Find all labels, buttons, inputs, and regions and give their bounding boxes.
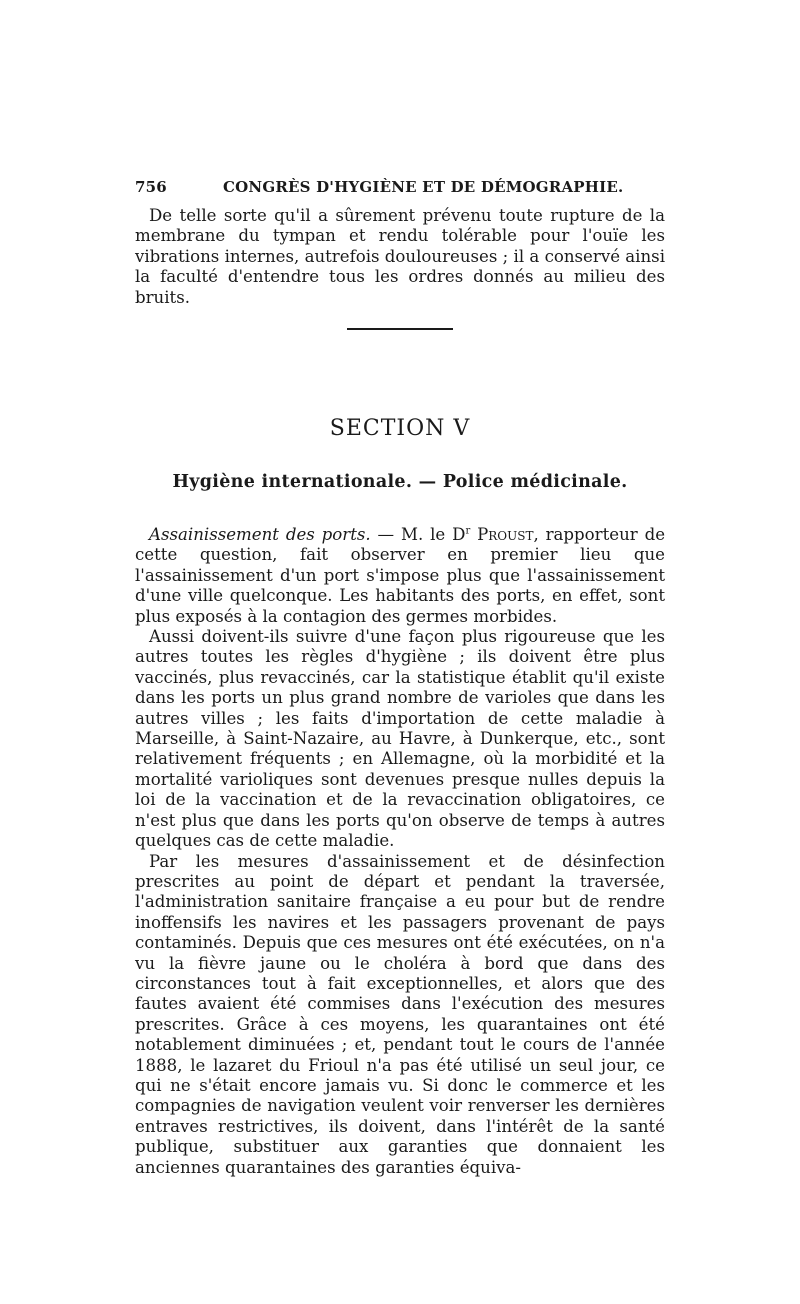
- paragraph-2: Aussi doivent-ils suivre d'une façon plus rigoureuse que les autres toutes les règles d'hygiène ; ils doivent être plus vaccinés, plus revaccinés, car la statistique établit qu'il existe dans les ports un plus grand nombre de varioles que dans les autres villes ; les faits d'importation de cette maladie à Marseille, à Saint-Nazaire, au Havre, à Dunkerque, etc., sont relativement fréquents ; en Allemagne, où la morbidité et la mortalité varioliques sont devenues presque nulles depuis la loi de la vaccination et de la revaccination obligatoires, ce n'est plus que dans les ports qu'on observe de temps à autres quelques cas de cette maladie.: [135, 627, 665, 851]
- dr-superscript: r: [465, 525, 471, 537]
- paragraph-3: Par les mesures d'assainissement et de désinfection prescrites au point de départ et pendant la traversée, l'administration sanitaire française a eu pour but de rendre inoffensifs les navires et les passagers provenant de pays contaminés. Depuis que ces mesures ont été exécutées, on n'a vu la fièvre jaune ou le choléra à bord que dans des circonstances tout à fait exceptionnelles, et alors que des fautes avaient été commises dans l'exécution des mesures prescrites. Grâce à ces moyens, les quarantaines ont été notablement diminuées ; et, pendant tout le cours de l'année 1888, le lazaret du Frioul n'a pas été utilisé un seul jour, ce qui ne s'était encore jamais vu. Si donc le commerce et les compagnies de navigation veulent voir renverser les dernières entraves restrictives, ils doivent, dans l'intérêt de la santé publique, substituer aux garanties que donnaient les anciennes quarantaines des garanties équiva-: [135, 851, 665, 1177]
- section-divider: [347, 328, 453, 330]
- lead-dash: — M. le D: [370, 525, 466, 544]
- paragraph-1-rest: , rapporteur de cette question, fait observer en premier lieu que l'assainissement d'un port s'impose plus que l'assainissement d'une ville quelconque. Les habitants des ports, en effet, sont plus exposés à la contagion des germes morbides.: [135, 525, 666, 626]
- page-number: 756: [135, 178, 167, 196]
- paragraph-1: [135, 525, 665, 627]
- lead-title: Assainissement des ports.: [149, 525, 371, 544]
- document-page: [135, 0, 665, 1304]
- section-title: SECTION V: [329, 416, 471, 441]
- intro-paragraph: De telle sorte qu'il a sûrement prévenu toute rupture de la membrane du tympan et rendu tolérable pour l'ouïe les vibrations internes, autrefois douloureuses ; il a conservé ainsi la faculté d'entendre tous les ordres donnés au milieu des bruits.: [135, 206, 665, 307]
- author-name: Proust: [470, 525, 534, 544]
- intro-block: [135, 206, 665, 308]
- running-title: CONGRÈS D'HYGIÈNE ET DE DÉMOGRAPHIE.: [223, 178, 624, 196]
- body-text: [135, 525, 665, 1178]
- section-subtitle: Hygiène internationale. — Police médicinale.: [172, 472, 628, 492]
